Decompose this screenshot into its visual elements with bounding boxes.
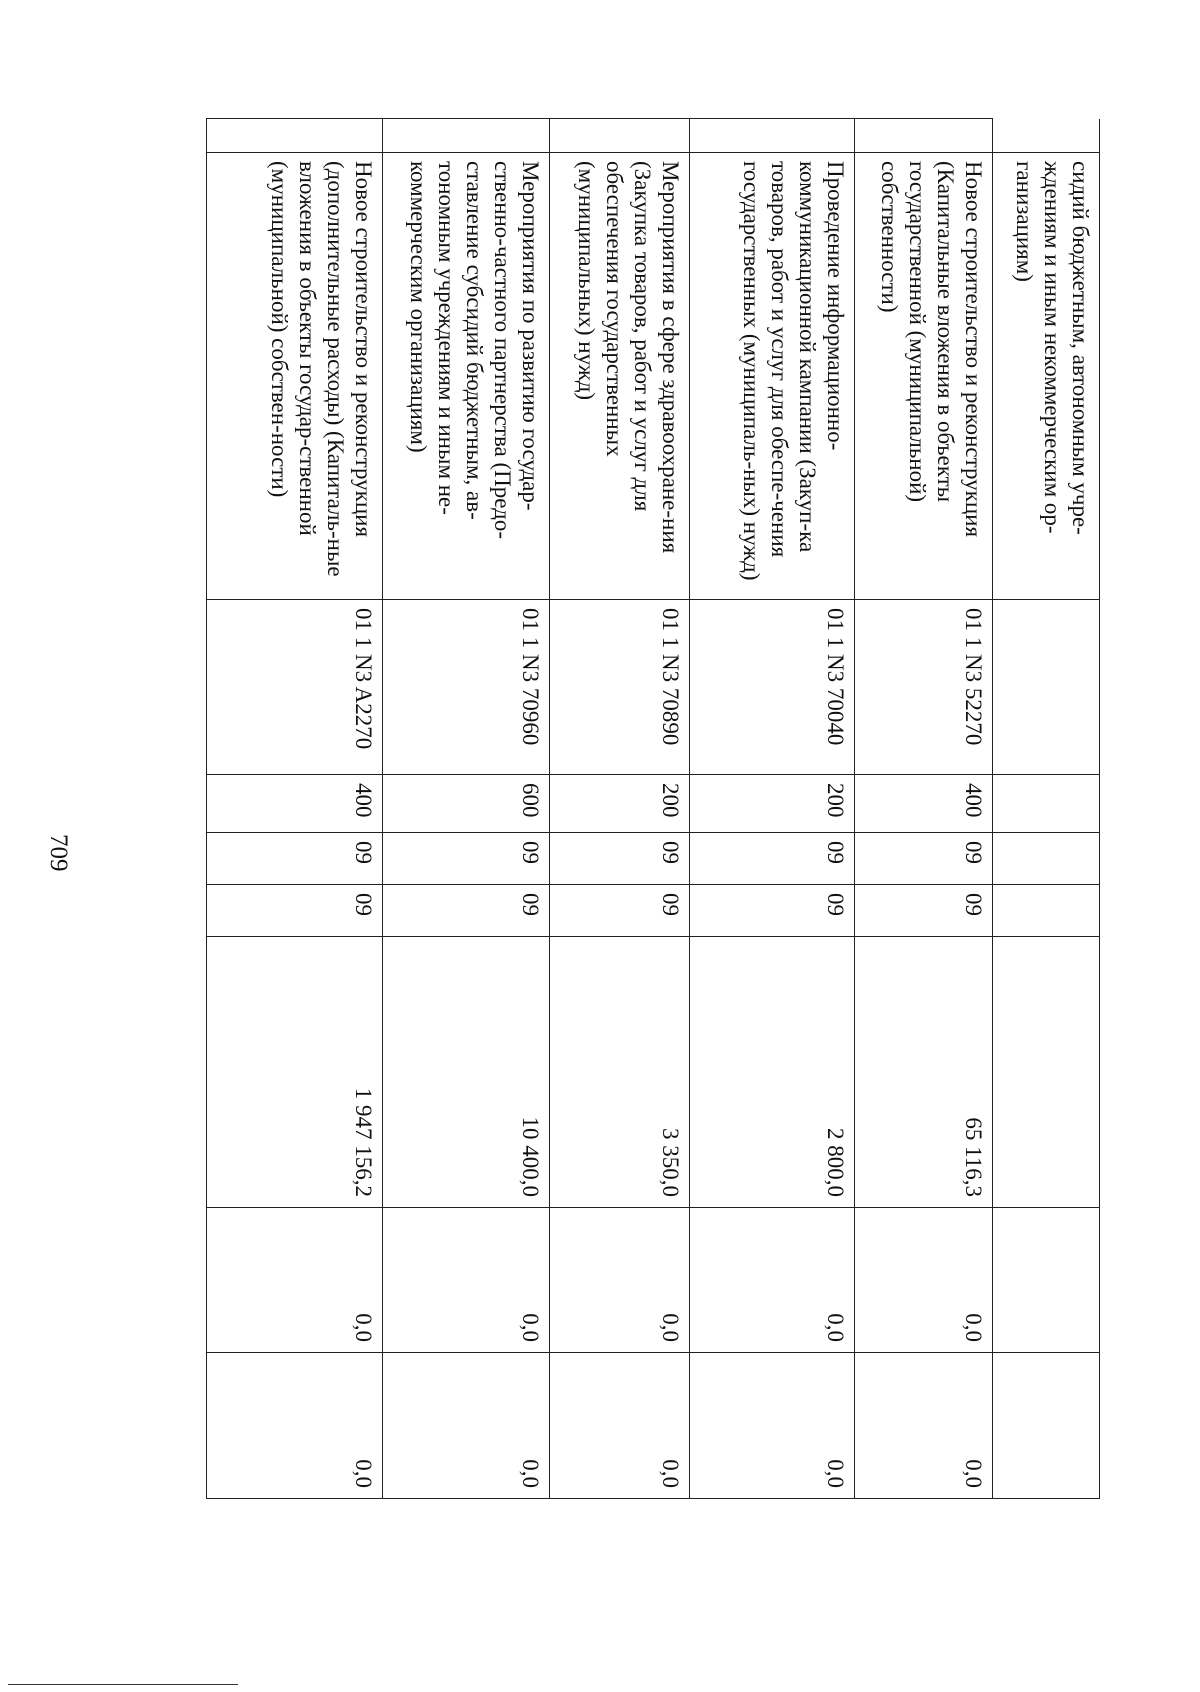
table-row xyxy=(550,119,690,1499)
row-value-1: 0,0 xyxy=(690,1208,855,1353)
row-name: сидий бюджетным, автономным учре-ждениям и иным некоммерческим ор-ганизациям) xyxy=(993,153,1100,600)
row-name: Новое строительство и реконструкция (Капитальные вложения в объекты государственной (муниципальной) собственности) xyxy=(855,153,993,600)
budget-table-rotated xyxy=(207,118,1100,1498)
row-value-1: 0,0 xyxy=(207,1208,383,1353)
row-amount xyxy=(993,937,1100,1208)
row-value-2: 0,0 xyxy=(207,1353,383,1499)
row-type: 600 xyxy=(383,775,550,833)
row-value-1: 0,0 xyxy=(855,1208,993,1353)
row-value-2: 0,0 xyxy=(383,1353,550,1499)
row-value-2: 0,0 xyxy=(855,1353,993,1499)
row-index-cell xyxy=(550,119,690,153)
footnote-divider xyxy=(8,1684,238,1685)
page-number: 709 xyxy=(45,834,72,872)
row-name: Проведение информационно-коммуникационной кампании (Закуп-ка товаров, работ и услуг для обеспе-чения государственных (муниципаль-ных) нужд) xyxy=(690,153,855,600)
row-section xyxy=(993,833,1100,885)
row-amount: 10 400,0 xyxy=(383,937,550,1208)
row-value-1 xyxy=(993,1208,1100,1353)
row-code: 01 1 N3 70960 xyxy=(383,600,550,775)
row-name: Мероприятия по развитию государ-ственно-частного партнерства (Предо-ставление субсидий бюджетным, ав-тономным учреждениям и иным не-коммерческим организациям) xyxy=(383,153,550,600)
budget-table xyxy=(206,118,1100,1499)
row-value-2 xyxy=(993,1353,1100,1499)
row-index-cell xyxy=(855,119,993,153)
row-index-cell xyxy=(383,119,550,153)
row-subsection: 09 xyxy=(207,885,383,937)
row-section: 09 xyxy=(383,833,550,885)
row-value-1: 0,0 xyxy=(383,1208,550,1353)
table-row xyxy=(855,119,993,1499)
row-code xyxy=(993,600,1100,775)
row-value-1: 0,0 xyxy=(550,1208,690,1353)
row-code: 01 1 N3 70890 xyxy=(550,600,690,775)
row-code: 01 1 N3 70040 xyxy=(690,600,855,775)
row-value-2: 0,0 xyxy=(550,1353,690,1499)
table-row xyxy=(690,119,855,1499)
row-code: 01 1 N3 52270 xyxy=(855,600,993,775)
table-row xyxy=(383,119,550,1499)
row-subsection: 09 xyxy=(550,885,690,937)
row-amount: 65 116,3 xyxy=(855,937,993,1208)
row-section: 09 xyxy=(690,833,855,885)
row-index-cell xyxy=(690,119,855,153)
table-row xyxy=(993,119,1100,1499)
row-subsection xyxy=(993,885,1100,937)
row-type: 400 xyxy=(855,775,993,833)
row-type: 200 xyxy=(690,775,855,833)
row-subsection: 09 xyxy=(855,885,993,937)
table-row xyxy=(207,119,383,1499)
row-name: Мероприятия в сфере здравоохране-ния (Закупка товаров, работ и услуг для обеспечения государственных (муниципальных) нужд) xyxy=(550,153,690,600)
row-subsection: 09 xyxy=(383,885,550,937)
row-section: 09 xyxy=(207,833,383,885)
row-type: 400 xyxy=(207,775,383,833)
row-section: 09 xyxy=(855,833,993,885)
row-index-cell xyxy=(207,119,383,153)
row-type: 200 xyxy=(550,775,690,833)
row-name: Новое строительство и реконструкция (дополнительные расходы) (Капиталь-ные вложения в объекты государ-ственной (муниципальной) собствен-ности) xyxy=(207,153,383,600)
row-type xyxy=(993,775,1100,833)
row-code: 01 1 N3 A2270 xyxy=(207,600,383,775)
row-value-2: 0,0 xyxy=(690,1353,855,1499)
row-subsection: 09 xyxy=(690,885,855,937)
row-amount: 3 350,0 xyxy=(550,937,690,1208)
row-amount: 2 800,0 xyxy=(690,937,855,1208)
row-amount: 1 947 156,2 xyxy=(207,937,383,1208)
row-index-cell xyxy=(993,119,1100,153)
row-section: 09 xyxy=(550,833,690,885)
